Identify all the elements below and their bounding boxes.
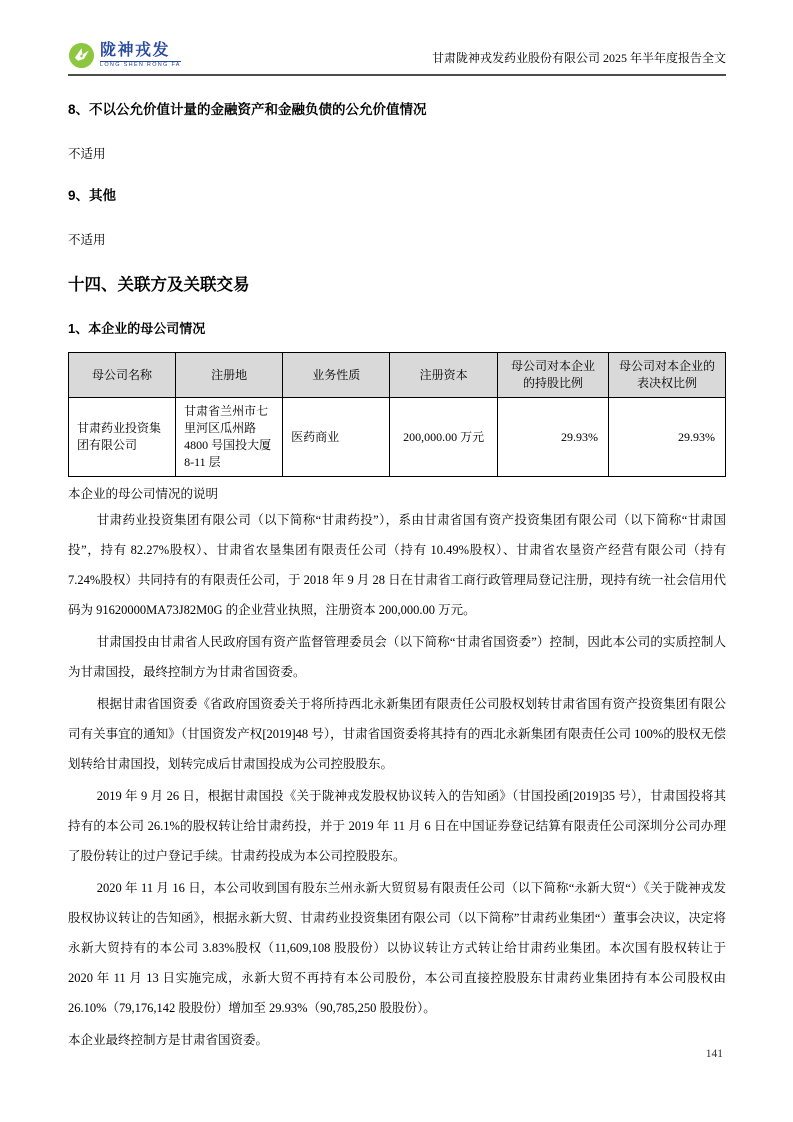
brand-text [100,43,181,69]
closing-line: 本企业最终控制方是甘肃省国资委。 [68,1033,269,1047]
bird-in-circle-icon [68,42,95,69]
table-row [69,398,726,477]
brand-logo [68,42,181,69]
document-title: 甘肃陇神戎发药业股份有限公司 2025 年半年度报告全文 [431,51,726,65]
paragraph-2: 甘肃国投由甘肃省人民政府国有资产监督管理委员会（以下简称“甘肃省国资委”）控制，因此本公司的实质控制人为甘肃国投，最终控制方为甘肃省国资委。 [68,635,726,679]
col-parent-company-name: 母公司名称 [69,353,176,398]
col-shareholding-ratio: 母公司对本企业的持股比例 [497,353,608,398]
paragraph-1: 甘肃药业投资集团有限公司（以下简称“甘肃药投”），系由甘肃省国有资产投资集团有限公司（以下简称“甘肃国投”，持有 82.27%股权）、甘肃省农垦集团有限责任公司（持有 10.49%股权）、甘肃省农垦资产经营有限公司（持有 7.24%股权）共同持有的有限责任公司，于 2018 年 9 月 28 日在甘肃省工商行政管理局登记注册，现持有统一社会信用代码为 91620000MA73J82M0G 的企业营业执照，注册资本 200,000.00 万元。 [68,513,726,617]
heading-item-9: 9、其他 [68,188,117,203]
cell-business-nature: 医药商业 [283,398,390,477]
heading-sub-1: 1、本企业的母公司情况 [68,321,206,336]
brand-name-en: LONG SHEN RONG FA [100,61,181,68]
cell-shareholding-ratio: 29.93% [497,398,608,477]
heading-chapter-14: 十四、关联方及关联交易 [68,276,250,294]
cell-voting-rights-ratio: 29.93% [609,398,726,477]
col-business-nature: 业务性质 [283,353,390,398]
table-header-row [69,353,726,398]
cell-registered-place: 甘肃省兰州市七里河区瓜州路 4800 号国投大厦 8-11 层 [176,398,283,477]
note-title: 本企业的母公司情况的说明 [68,487,219,501]
cell-parent-company-name: 甘肃药业投资集团有限公司 [69,398,176,477]
parent-company-table [68,352,726,477]
col-registered-capital: 注册资本 [390,353,498,398]
heading-item-8: 8、不以公允价值计量的金融资产和金融负债的公允价值情况 [68,102,427,117]
paragraph-4: 2019 年 9 月 26 日，根据甘肃国投《关于陇神戎发股权协议转入的告知函》（甘国投函[2019]35 号），甘肃国投将其持有的本公司 26.1%的股权转让给甘肃药投，并于 2019 年 11 月 6 日在中国证券登记结算有限责任公司深圳分公司办理了股份转让的过户登记手续。甘肃药投成为本公司控股股东。 [68,789,726,863]
col-voting-rights-ratio: 母公司对本企业的表决权比例 [609,353,726,398]
cell-registered-capital: 200,000.00 万元 [390,398,498,477]
not-applicable-9: 不适用 [68,233,106,247]
paragraph-3: 根据甘肃省国资委《省政府国资委关于将所持西北永新集团有限责任公司股权划转甘肃省国有资产投资集团有限公司有关事宜的通知》（甘国资发产权[2019]48 号），甘肃省国资委将其持有的西北永新集团有限责任公司 100%的股权无偿划转给甘肃国投，划转完成后甘肃国投成为公司控股股东。 [68,697,726,771]
brand-name-cn: 陇神戎发 [100,41,171,59]
page-header [68,0,726,76]
page-number: 141 [705,1048,723,1060]
col-registered-place: 注册地 [176,353,283,398]
paragraph-5: 2020 年 11 月 16 日，本公司收到国有股东兰州永新大贸贸易有限责任公司（以下简称“永新大贸“）《关于陇神戎发股权协议转让的告知函》，根据永新大贸、甘肃药业投资集团有限公司（以下简称”甘肃药业集团“）董事会决议，决定将永新大贸持有的本公司 3.83%股权（11,609,108 股股份）以协议转让方式转让给甘肃药业集团。本次国有股权转让于 2020 年 11 月 13 日实施完成，永新大贸不再持有本公司股份，本公司直接控股股东甘肃药业集团持有本公司股权由 26.10%（79,176,142 股股份）增加至 29.93%（90,785,250 股股份）。 [68,881,726,1015]
not-applicable-8: 不适用 [68,147,106,161]
